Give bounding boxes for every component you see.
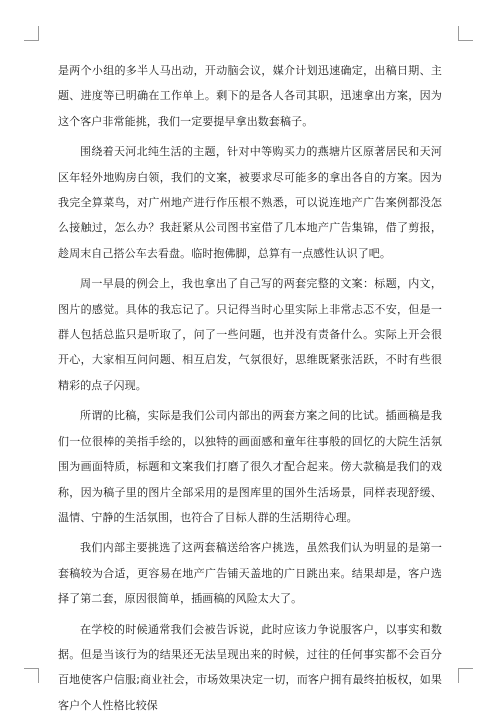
paragraph: 所谓的比稿，实际是我们公司内部出的两套方案之间的比试。插画稿是我们一位很棒的美指手绘的，以独特的画面感和童年往事般的回忆的大院生活氛围为画面特质，标题和文案我们打磨了很久才配合起来。傍大款稿是我们的戏称，因为稿子里的图片全部采用的是图库里的国外生活场景，同样表现舒缓、温情、宁静的生活氛围，也符合了目标人群的生活期待心理。	[58, 409, 442, 524]
crop-mark-top-right	[458, 26, 473, 41]
paragraph: 周一早晨的例会上，我也拿出了自己写的两套完整的文案：标题，内文，图片的感觉。具体的我忘记了。只记得当时心里实际上非常忐忑不安，但是一群人包括总监只是听取了，问了一些问题，也并没有责备什么。实际上开会很开心，大家相互问问题、相互启发，气氛很好，思维既紧张活跃，不时有些很精彩的点子闪现。	[58, 277, 442, 392]
crop-mark-bottom-right	[458, 668, 473, 683]
document-body	[58, 58, 442, 723]
paragraph: 在学校的时候通常我们会被告诉说，此时应该力争说服客户，以事实和数据。但是当该行为的结果还无法呈现出来的时候，过往的任何事实都不会百分百地使客户信服;商业社会，市场效果决定一切，而客户拥有最终拍板权，如果客户个人性格比较保	[58, 622, 443, 712]
paragraph: 是两个小组的多半人马出动，开动脑会议，媒介计划迅速确定，出稿日期、主题、进度等已明确在工作单上。剩下的是各人各司其职，迅速拿出方案，因为这个客户非常能挑，我们一定要提早拿出数套稿子。	[58, 64, 442, 128]
paragraph: 围绕着天河北纯生活的主题，针对中等购买力的燕塘片区原著居民和天河区年轻外地购房白领，我们的文案，被要求尽可能多的拿出各自的方案。因为我完全算菜鸟，对广州地产进行作压根不熟悉，可以说连地产广告案例都没怎么接触过，怎么办？我赶紧从公司图书室借了几本地产广告集锦，借了剪报，趁周末自己搭公车去看盘。临时抱佛脚，总算有一点感性认识了吧。	[58, 145, 442, 260]
crop-mark-top-left	[24, 26, 39, 41]
paragraph: 我们内部主要挑选了这两套稿送给客户挑选，虽然我们认为明显的是第一套稿较为合适，更容易在地产广告铺天盖地的广日跳出来。结果却是，客户选择了第二套，原因很简单，插画稿的风险太大了。	[58, 541, 442, 606]
crop-mark-bottom-left	[24, 668, 39, 683]
